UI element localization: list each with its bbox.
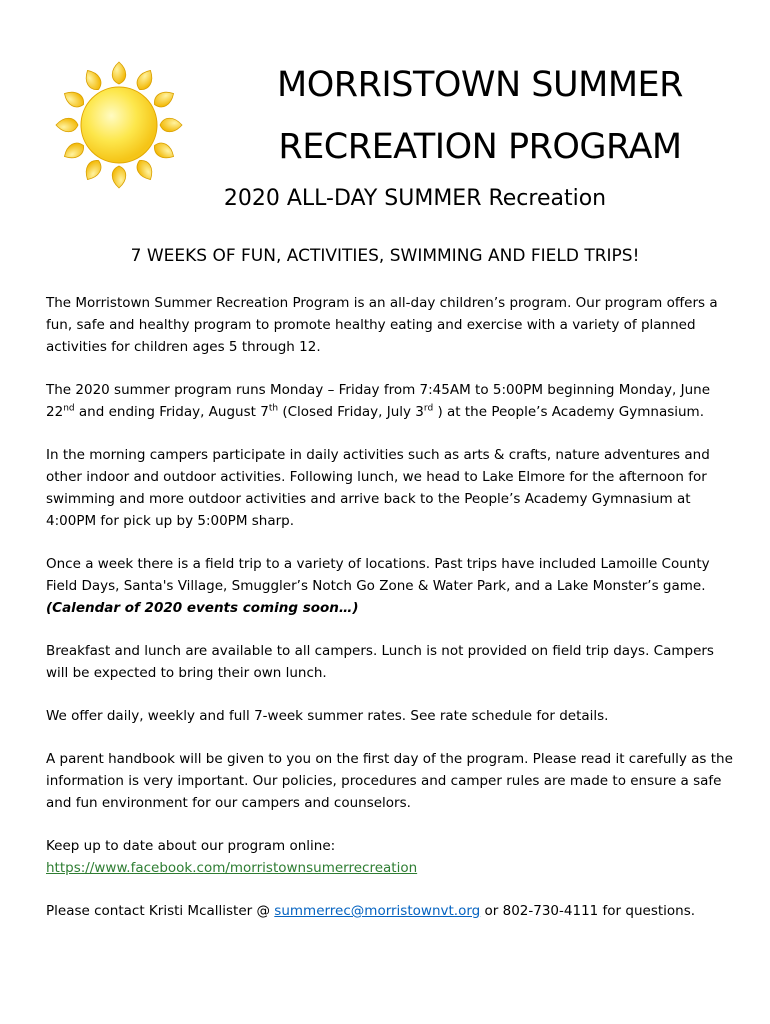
tagline: 7 WEEKS OF FUN, ACTIVITIES, SWIMMING AND FIELD TRIPS! bbox=[130, 246, 640, 266]
paragraph-contact bbox=[46, 900, 736, 922]
paragraph-schedule bbox=[46, 379, 736, 423]
sun-ray bbox=[61, 88, 87, 111]
calendar-note: (Calendar of 2020 events coming soon…) bbox=[46, 600, 359, 616]
paragraph-morning: In the morning campers participate in daily activities such as arts & crafts, nature adventures and other indoor and outdoor activities. Following lunch, we head to Lake Elmore for the afternoon for swimming and more outdoor activities and arrive back to the People’s Academy Gymnasium at 4:00PM for pick up by 5:00PM sharp. bbox=[46, 447, 710, 529]
sun-ray bbox=[151, 140, 177, 163]
sun-ray bbox=[82, 67, 105, 93]
sun-ray bbox=[160, 118, 182, 132]
sun-ray bbox=[112, 166, 126, 188]
title-line-2: RECREATION PROGRAM bbox=[278, 127, 682, 167]
online-text: Keep up to date about our program online: bbox=[46, 838, 336, 854]
paragraph-trips bbox=[46, 553, 736, 619]
schedule-text: The 2020 summer program runs Monday – Friday from 7:45AM to 5:00PM beginning Monday, June 22 bbox=[46, 382, 711, 420]
paragraph-intro: The Morristown Summer Recreation Program is an all-day children’s program. Our program offers a fun, safe and healthy program to promote healthy eating and exercise with a variety of planned activities for children ages 5 through 12. bbox=[46, 295, 718, 355]
ordinal-suffix: th bbox=[268, 403, 279, 414]
page-title bbox=[200, 54, 760, 178]
sun-ray bbox=[151, 88, 177, 111]
contact-text: or 802-730-4111 for questions. bbox=[480, 903, 696, 919]
sun-ray bbox=[134, 157, 157, 183]
schedule-text: and ending Friday, August 7 bbox=[74, 404, 269, 420]
subtitle: 2020 ALL-DAY SUMMER Recreation bbox=[223, 186, 607, 211]
body-text bbox=[46, 292, 736, 943]
paragraph-handbook: A parent handbook will be given to you on the first day of the program. Please read it carefully as the information is very important. Our policies, procedures and camper rules are made to ensure a safe and fun environment for our campers and counselors. bbox=[46, 751, 733, 811]
sun-ray bbox=[134, 67, 157, 93]
ordinal-suffix: nd bbox=[63, 403, 75, 414]
title-line-1: MORRISTOWN SUMMER bbox=[277, 65, 683, 105]
sun-ray bbox=[61, 140, 87, 163]
paragraph-online bbox=[46, 835, 736, 879]
schedule-text: ) at the People’s Academy Gymnasium. bbox=[433, 404, 705, 420]
sun-icon bbox=[44, 50, 194, 200]
sun-ray bbox=[82, 157, 105, 183]
sun-ray bbox=[112, 62, 126, 84]
trips-text: Once a week there is a field trip to a variety of locations. Past trips have included Lamoille County Field Days, Santa's Village, Smuggler’s Notch Go Zone & Water Park, and a Lake Monster’s game. bbox=[46, 556, 710, 594]
paragraph-rates: We offer daily, weekly and full 7-week summer rates. See rate schedule for details. bbox=[46, 708, 609, 724]
ordinal-suffix: rd bbox=[423, 403, 434, 414]
facebook-link[interactable]: https://www.facebook.com/morristownsumerrecreation bbox=[46, 860, 418, 876]
schedule-text: (Closed Friday, July 3 bbox=[278, 404, 424, 420]
paragraph-meals: Breakfast and lunch are available to all campers. Lunch is not provided on field trip days. Campers will be expected to bring their own lunch. bbox=[46, 643, 714, 681]
sun-ray bbox=[56, 118, 78, 132]
email-link[interactable]: summerrec@morristownvt.org bbox=[274, 903, 481, 919]
contact-text: Please contact Kristi Mcallister @ bbox=[46, 903, 275, 919]
